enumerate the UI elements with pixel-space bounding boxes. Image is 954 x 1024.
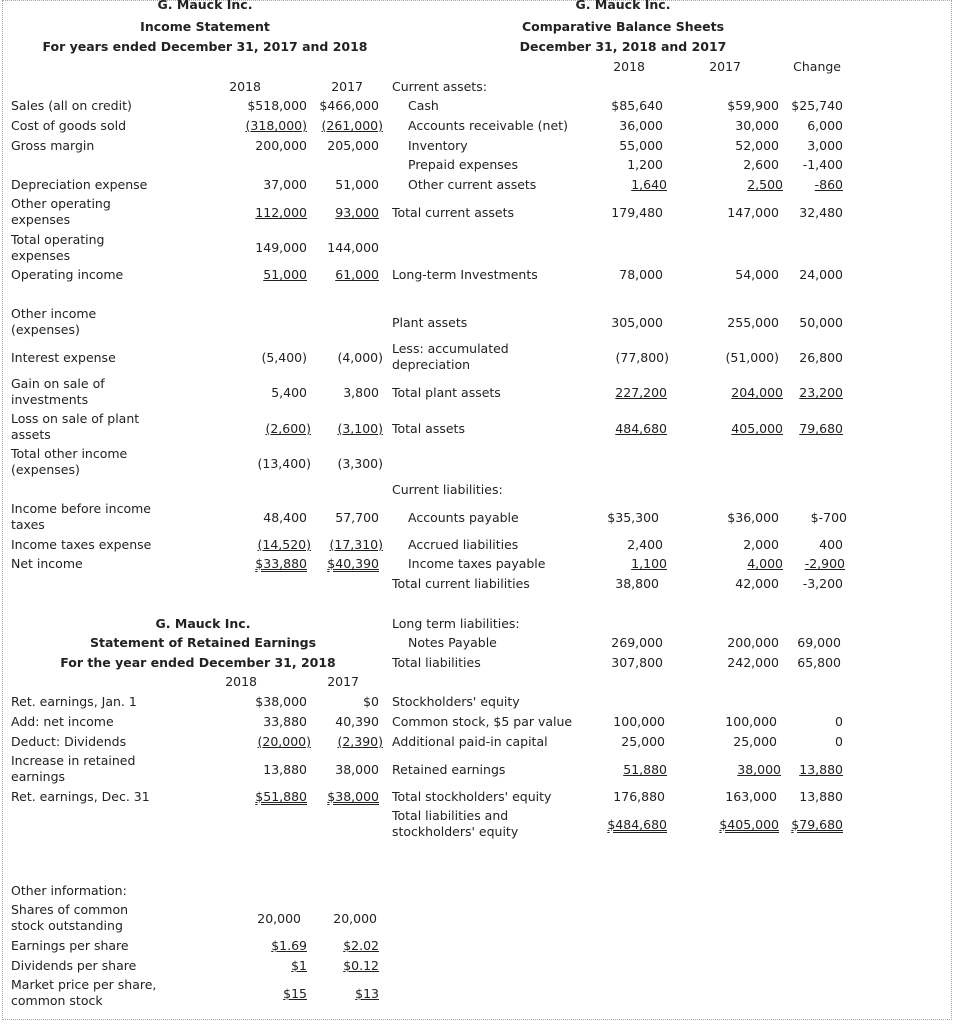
bs-label: Income taxes payable (408, 556, 546, 571)
re-period: For the year ended December 31, 2018 (60, 655, 336, 670)
oi-value-2018: $1 (291, 958, 307, 973)
bs-value-2018: $35,300 (607, 510, 659, 525)
bs-value-2018: 25,000 (621, 734, 665, 749)
bs-label: Total current assets (392, 205, 515, 220)
is-value-2017: 57,700 (335, 510, 379, 525)
bs-label: Inventory (408, 138, 468, 153)
re-label: Ret. earnings, Dec. 31 (11, 789, 150, 804)
bs-label: Other current assets (408, 177, 537, 192)
is-label: Operating income (11, 267, 124, 282)
re-col-2018: 2018 (225, 674, 257, 689)
bs-label: Long-term Investments (392, 267, 538, 282)
oi-label: Dividends per share (11, 958, 137, 973)
bs-col-change: Change (793, 59, 841, 74)
re-value-2017: $0 (363, 694, 379, 709)
bs-value-2018: 38,800 (615, 576, 659, 591)
is-value-2017: (4,000) (337, 350, 383, 365)
bs-value-change: 24,000 (799, 267, 843, 282)
is-value-2018: 37,000 (263, 177, 307, 192)
bs-value-change: $-700 (810, 510, 847, 525)
is-label: Interest expense (11, 350, 116, 365)
bs-value-2018: 307,800 (611, 655, 663, 670)
bs-value-2017: $36,000 (727, 510, 779, 525)
is-value-2018: (5,400) (261, 350, 307, 365)
is-value-2018: 200,000 (255, 138, 307, 153)
bs-label: Stockholders' equity (392, 694, 520, 709)
bs-label: Plant assets (392, 315, 468, 330)
is-value-2017: 205,000 (327, 138, 379, 153)
is-value-2017: $466,000 (319, 98, 379, 113)
re-value-2018: $38,000 (255, 694, 307, 709)
bs-value-2017: 30,000 (735, 118, 779, 133)
is-col-2018: 2018 (229, 79, 261, 94)
bs-value-2017: 200,000 (727, 635, 779, 650)
bs-label: Less: accumulated depreciation (392, 341, 509, 372)
is-value-2018: 112,000 (255, 205, 307, 220)
re-label: Add: net income (11, 714, 114, 729)
bs-value-change: 65,800 (797, 655, 841, 670)
bs-value-2017: 163,000 (725, 789, 777, 804)
bs-value-2018: $484,680 (607, 817, 667, 832)
is-value-2018: 48,400 (263, 510, 307, 525)
bs-value-2018: 1,640 (631, 177, 667, 192)
bs-value-change: 50,000 (799, 315, 843, 330)
bs-value-2017: 255,000 (727, 315, 779, 330)
is-label: Total operating expenses (11, 232, 105, 263)
is-value-2017: (17,310) (329, 537, 383, 552)
bs-value-2017: 54,000 (735, 267, 779, 282)
is-value-2017: 93,000 (335, 205, 379, 220)
bs-value-change: 3,000 (807, 138, 843, 153)
bs-label: Total assets (392, 421, 465, 436)
is-label: Gross margin (11, 138, 95, 153)
bs-label: Notes Payable (408, 635, 497, 650)
bs-value-change: 0 (835, 734, 843, 749)
is-value-2018: 149,000 (255, 240, 307, 255)
re-value-2017: 40,390 (335, 714, 379, 729)
bs-company: G. Mauck Inc. (575, 0, 671, 12)
bs-value-2018: 36,000 (619, 118, 663, 133)
bs-value-2018: 305,000 (611, 315, 663, 330)
oi-value-2018: 20,000 (257, 911, 301, 926)
re-value-2017: $38,000 (327, 789, 379, 804)
bs-value-change: 13,880 (799, 789, 843, 804)
oi-value-2018: $1.69 (271, 938, 307, 953)
bs-label: Total plant assets (392, 385, 501, 400)
bs-value-2018: 2,400 (627, 537, 663, 552)
is-col-2017: 2017 (331, 79, 363, 94)
oi-label: Market price per share, common stock (11, 977, 157, 1008)
re-label: Increase in retained earnings (11, 753, 136, 784)
is-value-2017: 61,000 (335, 267, 379, 282)
bs-value-2017: 2,600 (743, 157, 779, 172)
bs-value-2017: $59,900 (727, 98, 779, 113)
bs-value-change: 400 (819, 537, 843, 552)
bs-title: Comparative Balance Sheets (521, 19, 725, 34)
bs-value-change: 26,800 (799, 350, 843, 365)
bs-value-change: 79,680 (799, 421, 843, 436)
bs-label: Current assets: (392, 79, 487, 94)
bs-value-change: -1,400 (802, 157, 843, 172)
bs-label: Common stock, $5 par value (392, 714, 573, 729)
bs-value-change: -2,900 (804, 556, 845, 571)
is-value-2017: $40,390 (327, 556, 379, 571)
bs-label: Retained earnings (392, 762, 506, 777)
bs-value-2017: 2,000 (743, 537, 779, 552)
bs-value-change: 69,000 (797, 635, 841, 650)
financial-statements-sheet (2, 0, 952, 1020)
is-value-2018: (318,000) (245, 118, 307, 133)
oi-value-2017: $13 (355, 986, 379, 1001)
bs-value-2018: 484,680 (615, 421, 667, 436)
bs-value-2018: 176,880 (613, 789, 665, 804)
bs-value-2017: (51,000) (725, 350, 779, 365)
bs-value-2018: 78,000 (619, 267, 663, 282)
is-label: Gain on sale of investments (11, 376, 105, 407)
bs-label: Total liabilities and stockholders' equity (392, 808, 519, 839)
is-label: Depreciation expense (11, 177, 148, 192)
bs-value-change: 32,480 (799, 205, 843, 220)
bs-value-2018: 1,200 (627, 157, 663, 172)
bs-value-2017: 100,000 (725, 714, 777, 729)
bs-value-2018: 179,480 (611, 205, 663, 220)
re-company: G. Mauck Inc. (155, 616, 251, 631)
is-value-2018: (14,520) (257, 537, 311, 552)
bs-label: Total liabilities (392, 655, 481, 670)
bs-value-2017: 147,000 (727, 205, 779, 220)
bs-value-2018: 55,000 (619, 138, 663, 153)
bs-label: Current liabilities: (392, 482, 503, 497)
bs-value-2018: 269,000 (611, 635, 663, 650)
bs-value-change: $79,680 (791, 817, 843, 832)
bs-value-2017: 52,000 (735, 138, 779, 153)
bs-value-2017: 242,000 (727, 655, 779, 670)
bs-label: Prepaid expenses (408, 157, 518, 172)
bs-value-change: 6,000 (807, 118, 843, 133)
bs-value-change: 23,200 (799, 385, 843, 400)
oi-value-2017: $0.12 (343, 958, 379, 973)
re-value-2018: $51,880 (255, 789, 307, 804)
bs-value-change: 0 (835, 714, 843, 729)
oi-value-2017: 20,000 (333, 911, 377, 926)
income-statement-period: For years ended December 31, 2017 and 2018 (42, 39, 368, 54)
is-value-2017: (3,100) (337, 421, 383, 436)
other-info-title: Other information: (11, 883, 127, 898)
is-label: Other operating expenses (11, 196, 111, 227)
is-value-2018: 5,400 (271, 385, 307, 400)
is-label: Other income (expenses) (11, 306, 97, 337)
is-value-2017: 51,000 (335, 177, 379, 192)
bs-value-2017: 25,000 (733, 734, 777, 749)
is-value-2018: 51,000 (263, 267, 307, 282)
bs-value-2017: 204,000 (731, 385, 783, 400)
bs-label: Total current liabilities (392, 576, 530, 591)
is-value-2017: (261,000) (321, 118, 383, 133)
income-statement-title: Income Statement (140, 19, 270, 34)
bs-value-2017: 2,500 (747, 177, 783, 192)
bs-label: Cash (408, 98, 439, 113)
bs-value-2018: 100,000 (613, 714, 665, 729)
oi-value-2017: $2.02 (343, 938, 379, 953)
is-label: Income before income taxes (11, 501, 151, 532)
re-value-2018: 33,880 (263, 714, 307, 729)
bs-period: December 31, 2018 and 2017 (519, 39, 727, 54)
bs-value-2017: 38,000 (737, 762, 781, 777)
bs-value-2017: 42,000 (735, 576, 779, 591)
re-label: Deduct: Dividends (11, 734, 127, 749)
is-label: Net income (11, 556, 83, 571)
bs-value-2018: $85,640 (611, 98, 663, 113)
bs-value-change: -860 (814, 177, 843, 192)
bs-label: Accrued liabilities (408, 537, 519, 552)
bs-value-change: $25,740 (791, 98, 843, 113)
income-statement-company: G. Mauck Inc. (157, 0, 253, 12)
is-value-2017: (3,300) (337, 456, 383, 471)
bs-label: Total stockholders' equity (392, 789, 552, 804)
oi-value-2018: $15 (283, 986, 307, 1001)
bs-col-2017: 2017 (709, 59, 741, 74)
bs-col-2018: 2018 (613, 59, 645, 74)
re-value-2018: (20,000) (257, 734, 311, 749)
bs-value-2018: 227,200 (615, 385, 667, 400)
bs-label: Accounts receivable (net) (408, 118, 568, 133)
is-value-2018: $518,000 (247, 98, 307, 113)
bs-value-2018: (77,800) (615, 350, 669, 365)
bs-value-change: 13,880 (799, 762, 843, 777)
is-value-2018: $33,880 (255, 556, 307, 571)
re-value-2017: 38,000 (335, 762, 379, 777)
bs-value-2017: $405,000 (719, 817, 779, 832)
re-label: Ret. earnings, Jan. 1 (11, 694, 137, 709)
is-label: Sales (all on credit) (11, 98, 132, 113)
bs-value-2017: 405,000 (731, 421, 783, 436)
bs-value-2017: 4,000 (747, 556, 783, 571)
bs-value-change: -3,200 (802, 576, 843, 591)
bs-value-2018: 51,880 (623, 762, 667, 777)
oi-label: Shares of common stock outstanding (11, 902, 129, 933)
is-label: Income taxes expense (11, 537, 152, 552)
bs-label: Additional paid-in capital (392, 734, 548, 749)
re-value-2018: 13,880 (263, 762, 307, 777)
is-label: Loss on sale of plant assets (11, 411, 140, 442)
is-label: Total other income (expenses) (11, 446, 128, 477)
bs-label: Long term liabilities: (392, 616, 520, 631)
is-value-2018: (2,600) (265, 421, 311, 436)
is-label: Cost of goods sold (11, 118, 127, 133)
oi-label: Earnings per share (11, 938, 129, 953)
is-value-2018: (13,400) (257, 456, 311, 471)
bs-label: Accounts payable (408, 510, 519, 525)
bs-value-2018: 1,100 (631, 556, 667, 571)
re-value-2017: (2,390) (337, 734, 383, 749)
is-value-2017: 3,800 (343, 385, 379, 400)
re-title: Statement of Retained Earnings (89, 635, 317, 650)
re-col-2017: 2017 (327, 674, 359, 689)
is-value-2017: 144,000 (327, 240, 379, 255)
